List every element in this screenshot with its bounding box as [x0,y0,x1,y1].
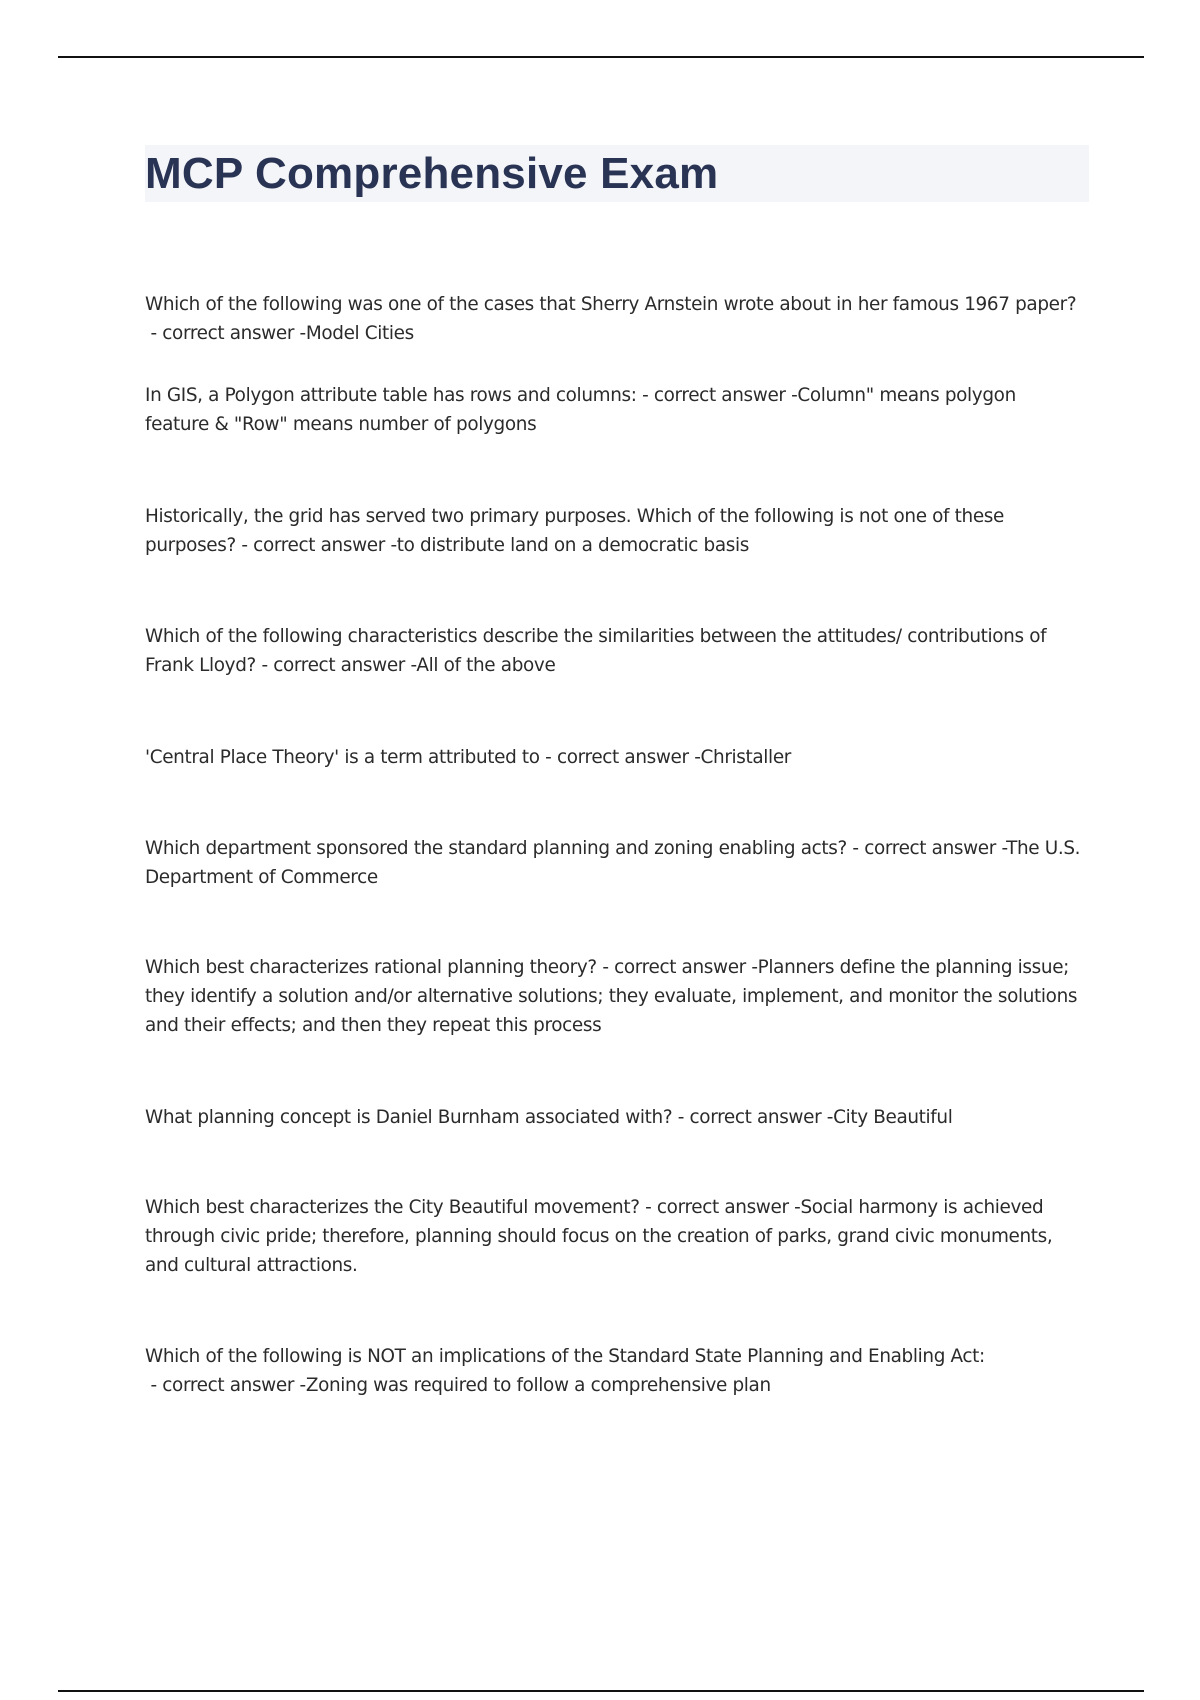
footer-rule [58,1690,1144,1692]
question-text: Which department sponsored the standard planning and zoning enabling acts? [145,838,847,859]
question-text: What planning concept is Daniel Burnham associated with? [145,1107,673,1128]
answer-separator: - correct answer - [539,747,701,768]
qa-item [145,743,1085,834]
answer-text: All of the above [416,655,556,676]
answer-text: Column" means polygon feature & "Row" means number of polygons [145,385,1016,435]
qa-item [145,1103,1085,1193]
answer-text: Model Cities [305,323,414,344]
answer-text: City Beautiful [833,1107,953,1128]
question-text: Which best characterizes the City Beautiful movement? [145,1197,640,1218]
question-text: In GIS, a Polygon attribute table has rows and columns: [145,385,637,406]
qa-item [145,381,1085,502]
answer-separator: - correct answer - [235,535,397,556]
qa-item [145,1342,1085,1400]
qa-item [145,834,1085,953]
question-text: Historically, the grid has served two primary purposes. Which of the following is not one of these purposes? [145,506,1005,556]
qa-item [145,953,1085,1103]
qa-item [145,502,1085,622]
answer-separator: - correct answer - [596,957,758,978]
qa-list [145,290,1085,1400]
question-text: Which best characterizes rational planning theory? [145,957,597,978]
question-text: Which of the following characteristics describe the similarities between the attitudes/ contributions of Frank Lloyd? [145,626,1047,676]
qa-item [145,622,1085,743]
question-text: Which of the following was one of the cases that Sherry Arnstein wrote about in her famous 1967 paper? [145,294,1077,315]
answer-text: Zoning was required to follow a comprehensive plan [305,1375,771,1396]
answer-separator: - correct answer - [255,655,417,676]
answer-separator: - correct answer - [145,323,306,344]
answer-text: Social harmony is achieved through civic pride; therefore, planning should focus on the creation of parks, grand civic monuments, and cultural attractions. [145,1197,1053,1276]
answer-separator: - correct answer - [672,1107,834,1128]
qa-item [145,290,1085,381]
answer-text: to distribute land on a democratic basis [396,535,750,556]
qa-item [145,1193,1085,1342]
answer-separator: - correct answer - [639,1197,801,1218]
answer-separator: - correct answer - [846,838,1007,859]
answer-text: The U.S. Department of Commerce [145,838,1081,888]
answer-text: Planners define the planning issue; they identify a solution and/or alternative solutions; they evaluate, implement, and monitor the solutions and their effects; and then they repeat this process [145,957,1078,1036]
document-title: MCP Comprehensive Exam [145,149,719,198]
answer-separator: - correct answer - [145,1375,306,1396]
question-text: Which of the following is NOT an implications of the Standard State Planning and Enabling Act: [145,1346,985,1367]
header-rule [58,56,1144,58]
answer-text: Christaller [700,747,791,768]
question-text: 'Central Place Theory' is a term attributed to [145,747,540,768]
answer-separator: - correct answer - [636,385,798,406]
